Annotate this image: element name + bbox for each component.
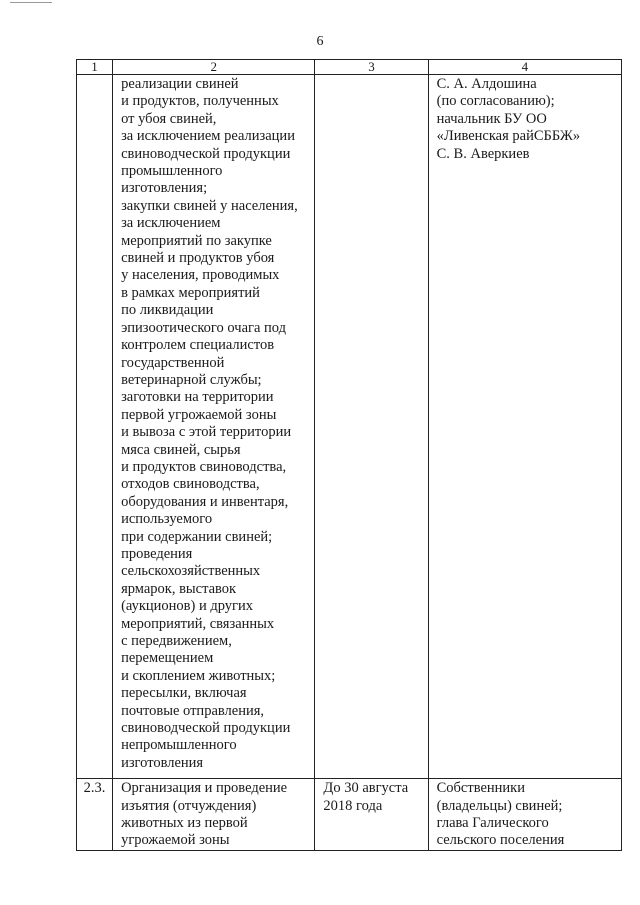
header-cell-1: 1 [77,60,113,75]
cell-text-line: и продуктов, полученных [121,93,279,110]
cell-text-line: и вывоза с этой территории [121,424,292,441]
cell-text-line: начальник БУ ОО [436,110,547,127]
cell-text-line: от убоя свиней, [121,110,217,127]
row-number-cell [77,75,113,779]
cell-text-line: глава Галического [436,815,549,832]
cell-text-line: проведения [121,545,193,562]
responsible-cell [428,779,621,851]
cell-text-line: изъятия (отчуждения) [121,797,257,814]
responsible-cell [428,75,621,779]
cell-text-line: государственной [121,354,225,371]
cell-text-line: мероприятий, связанных [121,615,275,632]
cell-text-line: мероприятий по закупке [121,232,272,249]
deadline-cell [315,779,428,851]
cell-text-line: мяса свиней, сырья [121,441,241,458]
cell-text-line: используемого [121,511,213,528]
measure-text-cell [113,779,315,851]
cell-text-line: изготовления; [121,180,208,197]
cell-text-line: за исключением реализации [121,128,295,145]
measure-text-cell [113,75,315,779]
table-row-2-3 [77,779,622,851]
page-number: 6 [316,34,324,49]
cell-text-line: До 30 августа [323,780,409,797]
cell-text-line: С. В. Аверкиев [436,145,530,162]
cell-text-line: эпизоотического очага под [121,319,286,336]
cell-text-line: перемещением [121,650,214,667]
header-cell-4: 4 [428,60,621,75]
cell-text-line: ярмарок, выставок [121,580,237,597]
cell-text-line: первой угрожаемой зоны [121,406,277,423]
cell-text-line: непромышленного [121,737,237,754]
cell-text-line: и продуктов свиноводства, [121,458,287,475]
cell-text-line: (владельцы) свиней; [436,797,563,814]
cell-text-line: (по согласованию); [436,93,555,110]
table-header-row [77,60,622,75]
cell-text-line: с передвижением, [121,633,232,649]
cell-text-line: Собственники [436,780,525,797]
row-number-cell: 2.3. [77,779,113,851]
cell-text-line: контролем специалистов [121,337,275,354]
cell-text-line: сельскохозяйственных [121,563,261,580]
cell-text-line: отходов свиноводства, [121,476,260,493]
cell-text-line: угрожаемой зоны [121,832,230,849]
cell-text-line: промышленного [121,163,223,180]
cell-text-line: «Ливенская райСББЖ» [436,128,581,145]
table-row-continuation [77,75,622,779]
cell-text-line: свиноводческой продукции [121,720,291,737]
cell-text-line: свиней и продуктов убоя [121,250,275,267]
cell-text-line: изготовления [121,754,204,771]
cell-text-line: 2018 года [323,797,383,814]
cell-text-line: реализации свиней [121,76,239,92]
cell-text-line: оборудования и инвентаря, [121,493,289,510]
cell-text-line: при содержании свиней; [121,528,273,545]
deadline-cell [315,75,428,779]
cell-text-line: закупки свиней у населения, [121,197,298,214]
cell-text-line: по ликвидации [121,302,214,319]
cell-text-line: С. А. Алдошина [436,76,537,92]
cell-text-line: за исключением [121,215,221,232]
cell-text-line: животных из первой [121,815,248,832]
cell-text-line: в рамках мероприятий [121,284,260,301]
cell-text-line: Организация и проведение [121,780,288,797]
cell-text-line: ветеринарной службы; [121,371,262,388]
cell-text-line: у населения, проводимых [121,267,280,284]
corner-scan-line [10,2,52,3]
cell-text-line: и скоплением животных; [121,667,276,684]
cell-text-line: пересылки, включая [121,685,247,702]
cell-text-line: свиноводческой продукции [121,145,291,162]
cell-text-line: почтовые отправления, [121,702,265,719]
cell-text-line: сельского поселения [436,832,565,849]
measures-table [76,59,622,851]
header-cell-3: 3 [315,60,428,75]
header-cell-2: 2 [113,60,315,75]
cell-text-line: заготовки на территории [121,389,274,406]
cell-text-line: (аукционов) и других [121,598,253,615]
